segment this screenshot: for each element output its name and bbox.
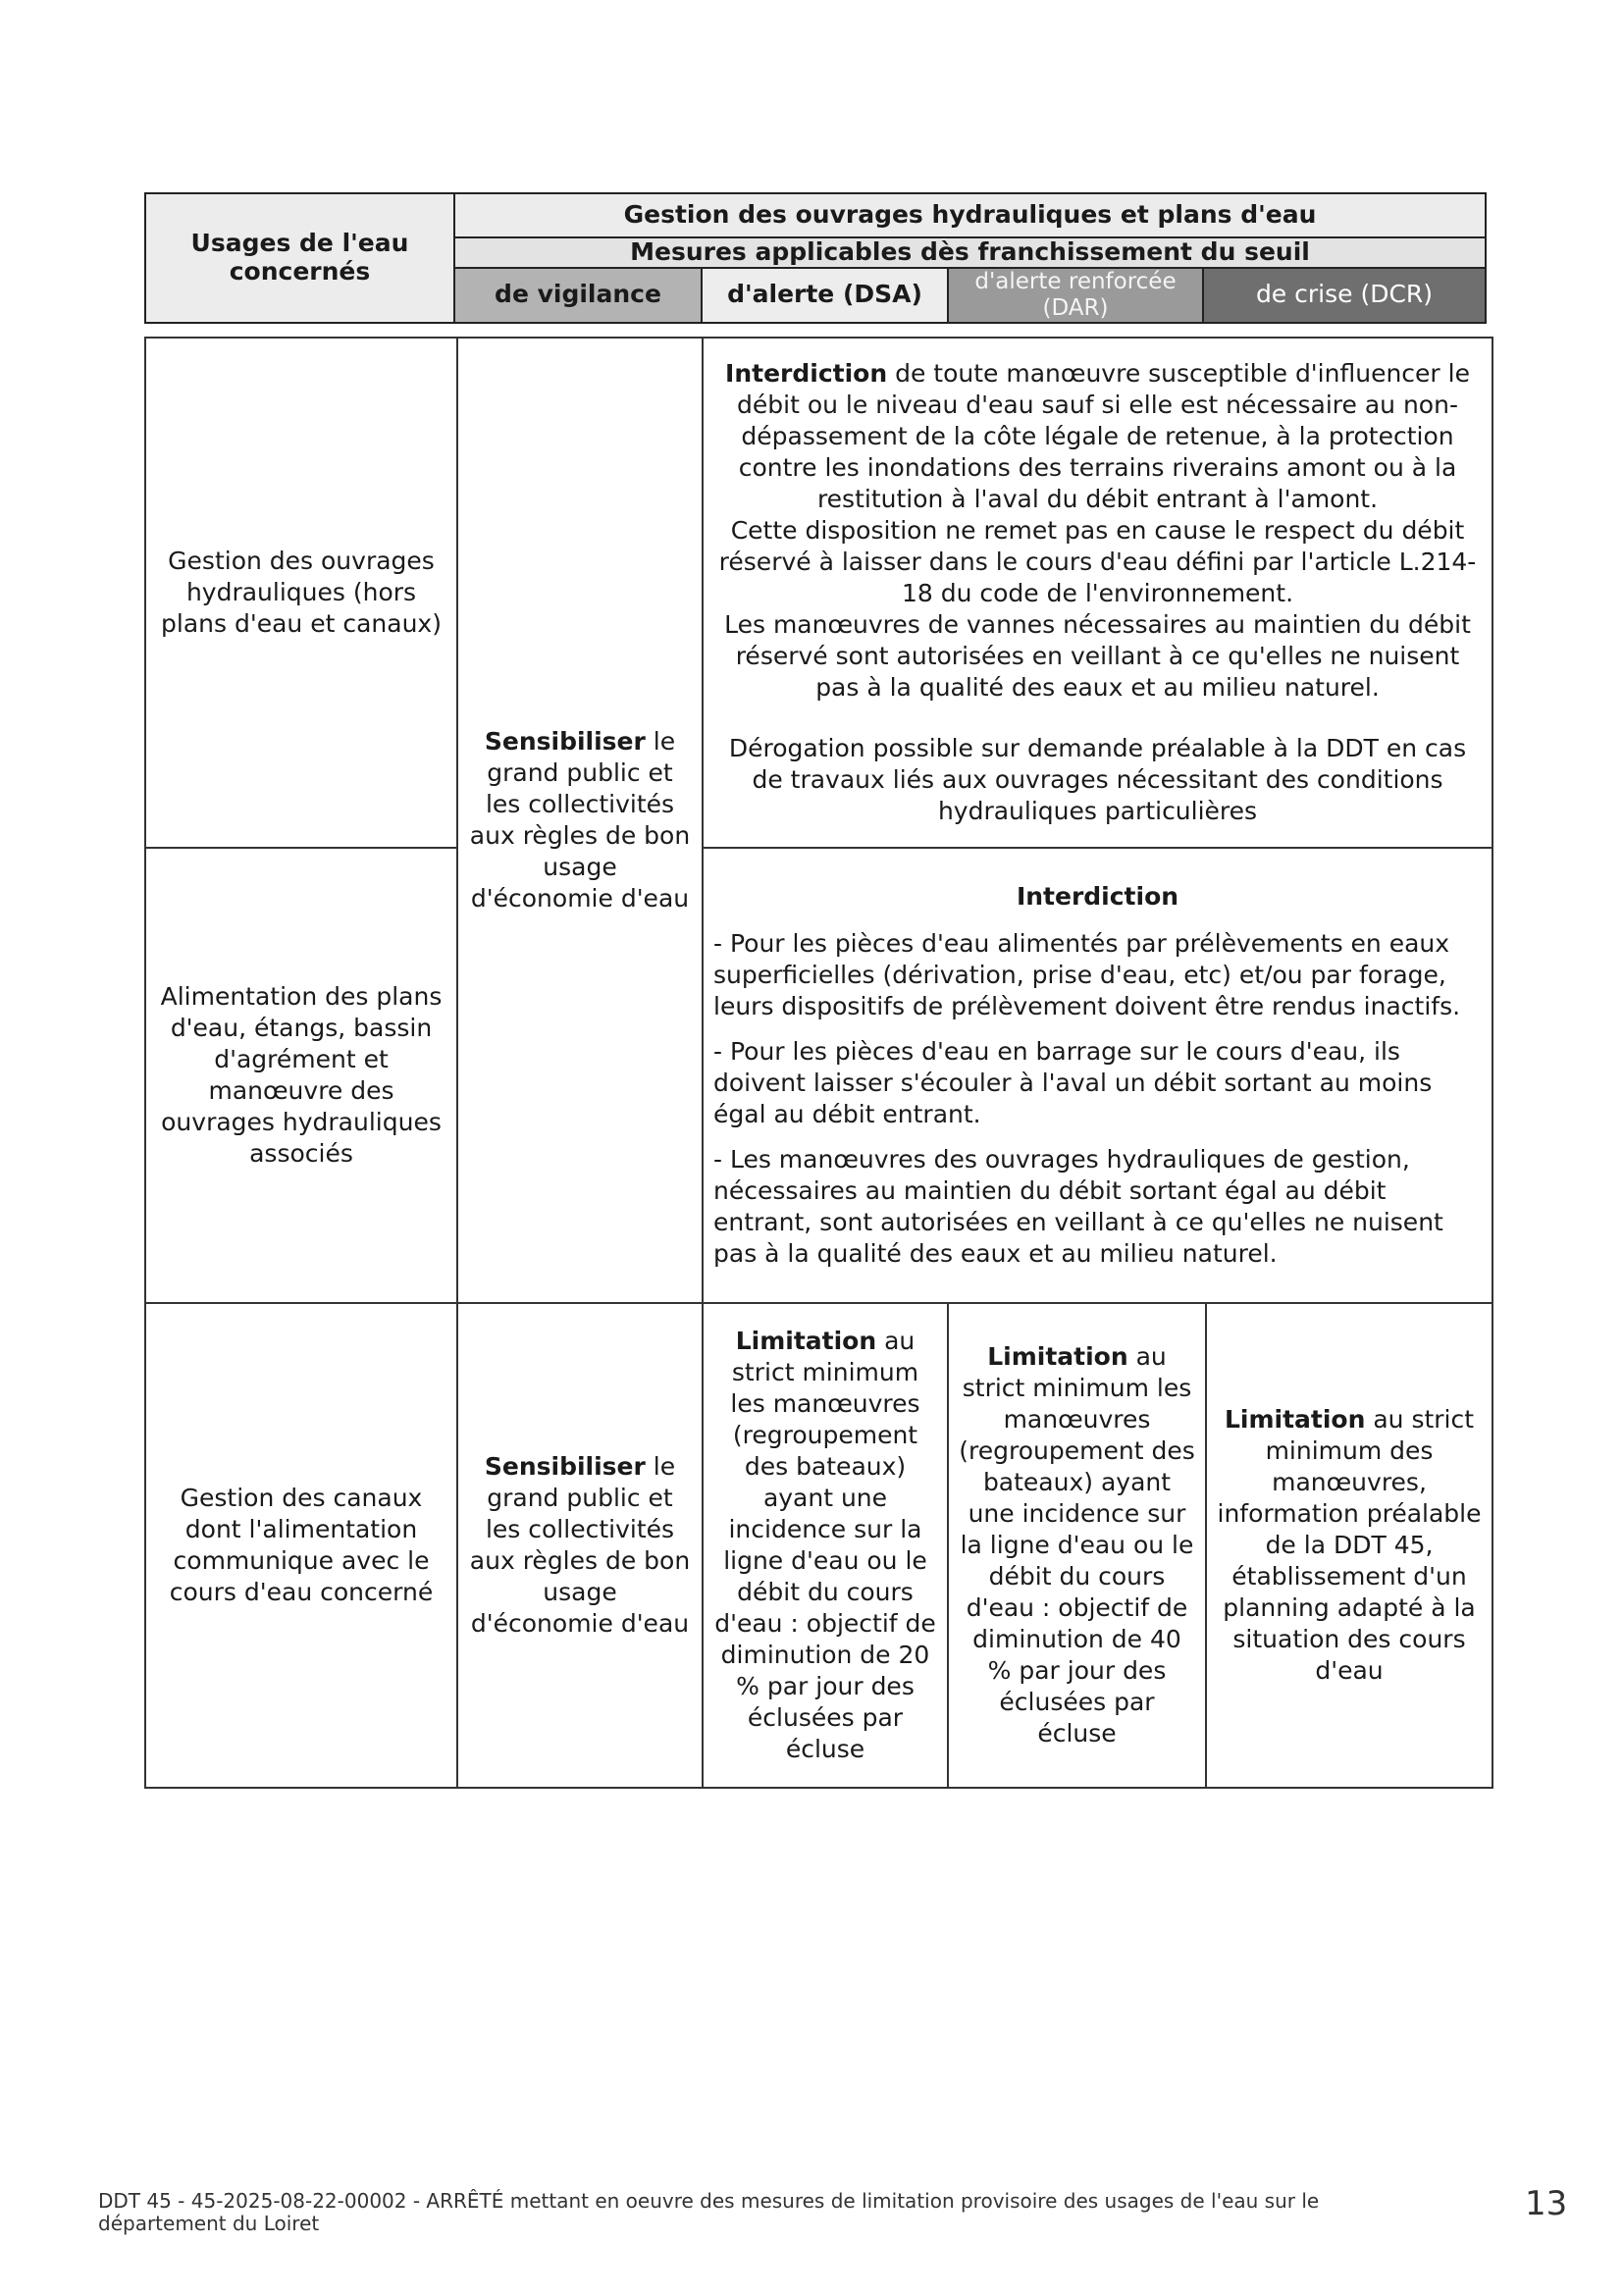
table-row (145, 1303, 1492, 1788)
measure-text: de toute manœuvre susceptible d'influencer le débit ou le niveau d'eau sauf si elle est nécessaire au non-dépassement de la côte légale de retenue, à la protection contre les inondations des terrains riverains amont ou à la restitution à l'aval du débit entrant à l'amont. (737, 359, 1470, 513)
level-crise: de crise (DCR) (1203, 268, 1486, 323)
measure-cell (703, 338, 1492, 848)
section-title: Gestion des ouvrages hydrauliques et plans d'eau (454, 193, 1486, 237)
measure-text: au strict minimum des manœuvres, information préalable de la DDT 45, établissement d'un planning adapté à la situation des cours d'eau (1217, 1405, 1482, 1685)
measure-text: au strict minimum les manœuvres (regroupement des bateaux) ayant une incidence sur la ligne d'eau ou le débit du cours d'eau : objectif de diminution de 40 % par jour des éclusées par écluse (959, 1342, 1195, 1748)
usage-cell: Alimentation des plans d'eau, étangs, bassin d'agrément et manœuvre des ouvrages hydrauliques associés (145, 848, 457, 1303)
measure-text: le grand public et les collectivités aux règles de bon usage d'économie d'eau (469, 727, 691, 913)
dcr-cell (1206, 1303, 1492, 1788)
measure-cell (703, 848, 1492, 1303)
dsa-cell (703, 1303, 948, 1788)
list-item: - Les manœuvres des ouvrages hydrauliques de gestion, nécessaires au maintien du débit sortant égal au débit entrant, sont autorisées en veillant à ce qu'elles ne nuisent pas à la qualité des eaux et au milieu naturel. (713, 1145, 1443, 1268)
measure-keyword: Limitation (1224, 1405, 1366, 1434)
measure-text: Les manœuvres de vannes nécessaires au maintien du débit réservé sont autorisées en veillant à ce qu'elles ne nuisent pas à la qualité des eaux et au milieu naturel. (724, 610, 1471, 702)
usage-cell: Gestion des canaux dont l'alimentation communique avec le cours d'eau concerné (145, 1303, 457, 1788)
level-alerte: d'alerte (DSA) (702, 268, 948, 323)
table-row (145, 338, 1492, 848)
measure-keyword: Sensibiliser (484, 1452, 646, 1481)
measure-keyword: Sensibiliser (484, 727, 646, 756)
table-row (145, 848, 1492, 1303)
measure-keyword: Interdiction (725, 359, 888, 388)
usages-header: Usages de l'eau concernés (145, 193, 454, 323)
measure-text: Dérogation possible sur demande préalable à la DDT en cas de travaux liés aux ouvrages nécessitant des conditions hydrauliques particulières (728, 734, 1467, 825)
page-number: 13 (1525, 2184, 1568, 2223)
usage-cell: Gestion des ouvrages hydrauliques (hors plans d'eau et canaux) (145, 338, 457, 848)
measure-keyword: Limitation (987, 1342, 1128, 1371)
dar-cell (948, 1303, 1206, 1788)
vigilance-cell (457, 1303, 703, 1788)
list-item: - Pour les pièces d'eau en barrage sur le cours d'eau, ils doivent laisser s'écouler à l'aval un débit sortant au moins égal au débit entrant. (713, 1037, 1433, 1128)
table-header (144, 192, 1487, 324)
measure-heading: Interdiction (1016, 882, 1179, 911)
measure-text: le grand public et les collectivités aux règles de bon usage d'économie d'eau (469, 1452, 691, 1638)
measure-text: Cette disposition ne remet pas en cause le respect du débit réservé à laisser dans le cours d'eau défini par l'article L.214-18 du code de l'environnement. (718, 516, 1477, 607)
level-alerte-renforcee: d'alerte renforcée (DAR) (948, 268, 1203, 323)
table-body (144, 337, 1493, 1789)
measure-keyword: Limitation (735, 1327, 877, 1355)
level-vigilance: de vigilance (454, 268, 702, 323)
list-item: - Pour les pièces d'eau alimentés par prélèvements en eaux superficielles (dérivation, prise d'eau, etc) et/ou par forage, leurs dispositifs de prélèvement doivent être rendus inactifs. (713, 929, 1461, 1020)
measure-text: au strict minimum les manœuvres (regroupement des bateaux) ayant une incidence sur la ligne d'eau ou le débit du cours d'eau : objectif de diminution de 20 % par jour des éclusées par écluse (714, 1327, 936, 1763)
page-footer: DDT 45 - 45-2025-08-22-00002 - ARRÊTÉ mettant en oeuvre des mesures de limitation provisoire des usages de l'eau sur le département du Loiret (98, 2189, 1320, 2235)
mesures-header: Mesures applicables dès franchissement du seuil (454, 237, 1486, 268)
vigilance-cell (457, 338, 703, 1303)
